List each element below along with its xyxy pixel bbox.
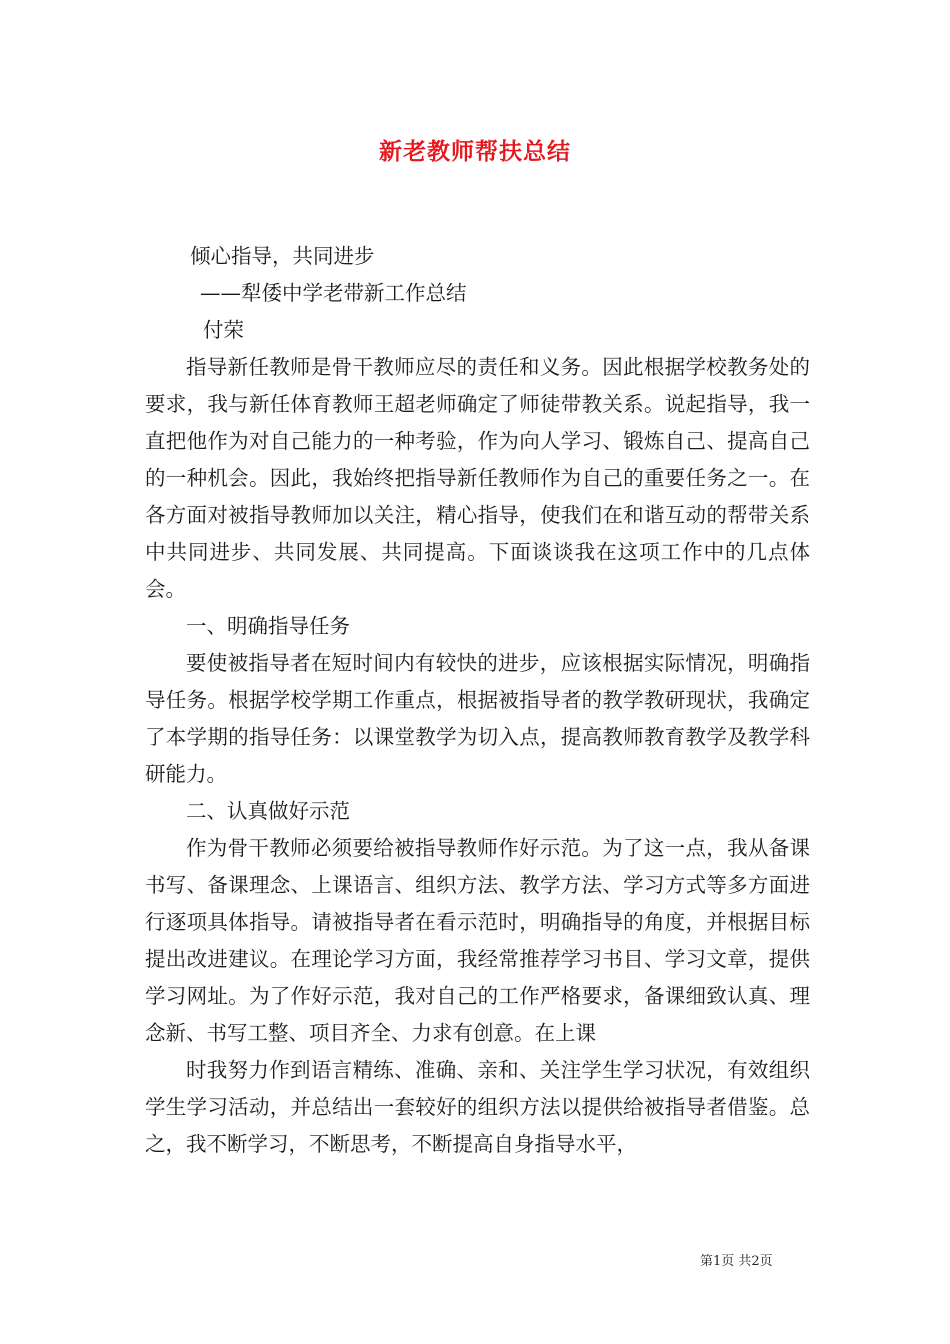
document-title: 新老教师帮扶总结	[379, 138, 571, 165]
section-heading-2: 二、认真做好示范	[186, 799, 350, 823]
section-heading-1: 一、明确指导任务	[186, 614, 350, 638]
paragraph-section-2: 作为骨干教师必须要给被指导教师作好示范。为了这一点，我从备课书写、备课理念、上课语言、组织方法、教学方法、学习方式等多方面进行逐项具体指导。请被指导者在看示范时，明确指导的角度，并根据目标提出改进建议。在理论学习方面，我经常推荐学习书目、学习文章，提供学习网址。为了作好示范，我对自己的工作严格要求，备课细致认真、理念新、书写工整、项目齐全、力求有创意。在上课	[145, 836, 810, 1045]
page-number: 第1页 共2页	[700, 1254, 773, 1269]
subtitle-school: ——犁倭中学老带新工作总结	[200, 281, 467, 305]
paragraph-section-2-continued: 时我努力作到语言精练、准确、亲和、关注学生学习状况，有效组织学生学习活动，并总结出一套较好的组织方法以提供给被指导者借鉴。总之，我不断学习，不断思考，不断提高自身指导水平，	[145, 1058, 810, 1156]
paragraph-section-1: 要使被指导者在短时间内有较快的进步，应该根据实际情况，明确指导任务。根据学校学期工作重点，根据被指导者的教学教研现状，我确定了本学期的指导任务：以课堂教学为切入点，提高教师教育教学及教学科研能力。	[145, 651, 810, 786]
paragraph-intro: 指导新任教师是骨干教师应尽的责任和义务。因此根据学校教务处的要求，我与新任体育教师王超老师确定了师徒带教关系。说起指导，我一直把他作为对自己能力的一种考验，作为向人学习、锻炼自己、提高自己的一种机会。因此，我始终把指导新任教师作为自己的重要任务之一。在各方面对被指导教师加以关注，精心指导，使我们在和谐互动的帮带关系中共同进步、共同发展、共同提高。下面谈谈我在这项工作中的几点体会。	[145, 355, 810, 601]
document-body	[145, 238, 810, 1163]
author-name: 付荣	[203, 318, 244, 342]
subtitle-main: 倾心指导，共同进步	[190, 244, 375, 268]
